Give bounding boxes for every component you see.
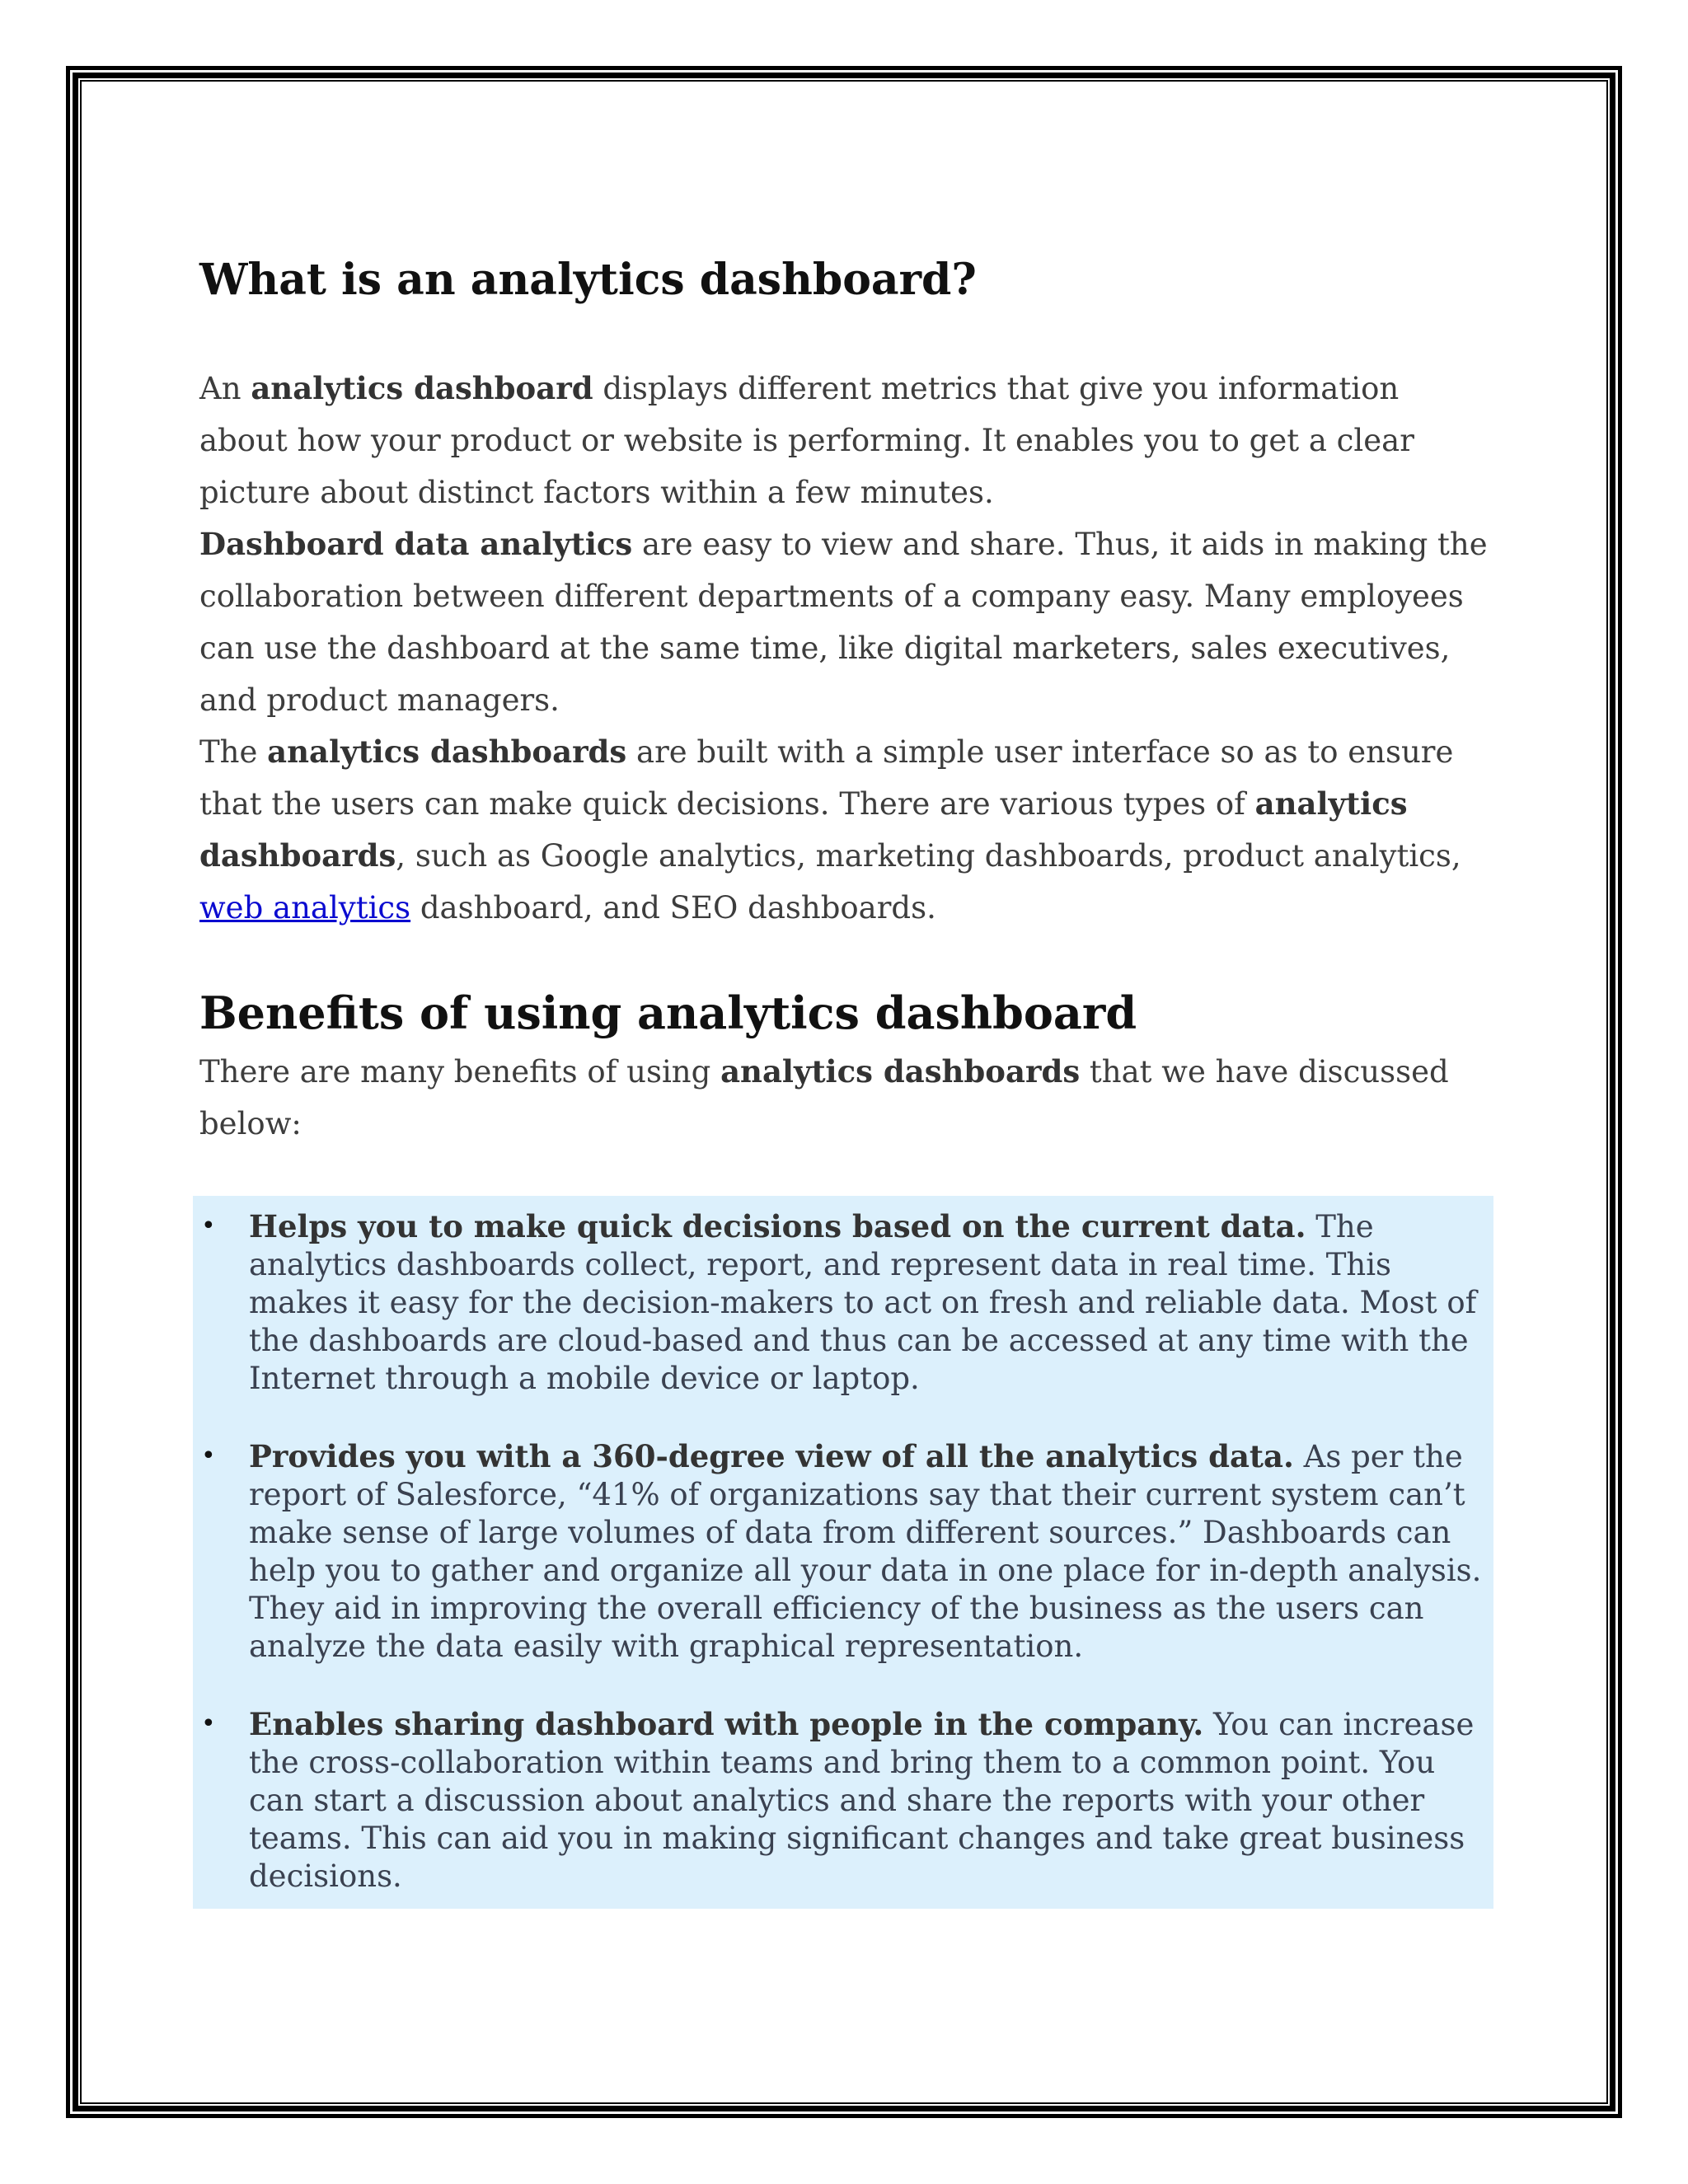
- document-content: [199, 247, 1493, 1909]
- bold-term: analytics dashboard: [251, 370, 593, 406]
- list-item-title: Helps you to make quick decisions based on the current data.: [249, 1208, 1306, 1244]
- bullet-icon: •: [201, 1441, 216, 1470]
- bold-term: analytics dashboards: [267, 733, 627, 770]
- intro-paragraph-1: An analytics dashboard displays different metrics that give you information about how your product or website is performing. It enables you to get a clear picture about distinct factors within a few minutes.: [199, 370, 1414, 510]
- intro-paragraph-2: Dashboard data analytics are easy to view and share. Thus, it aids in making the collaboration between different departments of a company easy. Many employees can use the dashboard at the same time, like digital marketers, sales executives, and product managers.: [199, 526, 1488, 718]
- benefits-list: [193, 1207, 1493, 1896]
- list-item: [193, 1437, 1493, 1666]
- list-item-title: Enables sharing dashboard with people in the company.: [249, 1706, 1204, 1742]
- list-item-text: You can increase the cross-collaboration within teams and bring them to a common point. You can start a discussion about analytics and share the reports with your other teams. This can aid you in making significant changes and take great business decisions.: [249, 1707, 1475, 1894]
- bullet-icon: •: [201, 1212, 216, 1240]
- list-item-title: Provides you with a 360-degree view of all the analytics data.: [249, 1438, 1294, 1474]
- bold-term: analytics dashboards: [199, 785, 1408, 874]
- web-analytics-link[interactable]: web analytics: [199, 890, 411, 926]
- benefits-highlight-box: [193, 1196, 1493, 1909]
- bold-term: analytics dashboards: [720, 1053, 1081, 1090]
- intro-section: [199, 363, 1493, 934]
- bold-term: Dashboard data analytics: [199, 526, 633, 562]
- bullet-icon: •: [201, 1709, 216, 1738]
- list-item-text: As per the report of Salesforce, “41% of organizations say that their current system can’t make sense of large volumes of data from different sources.” Dashboards can help you to gather and organize all your data in one place for in-depth analysis. They aid in improving the overall efficiency of the business as the users can analyze the data easily with graphical representation.: [249, 1439, 1482, 1664]
- section-heading-benefits: Benefits of using analytics dashboard: [199, 987, 1137, 1039]
- list-item: [193, 1207, 1493, 1398]
- section-heading-what-is: What is an analytics dashboard?: [199, 255, 977, 305]
- list-item-text: The analytics dashboards collect, report, and represent data in real time. This makes it easy for the decision-makers to act on fresh and reliable data. Most of the dashboards are cloud-based and thus can be accessed at any time with the Internet through a mobile device or laptop.: [249, 1209, 1477, 1396]
- intro-paragraph-3: The analytics dashboards are built with a simple user interface so as to ensure that the users can make quick decisions. There are various types of analytics dashboards, such as Google analytics, marketing dashboards, product analytics, web analytics dashboard, and SEO dashboards.: [199, 733, 1461, 926]
- list-item: [193, 1705, 1493, 1896]
- benefits-lead-paragraph: There are many benefits of using analytics dashboards that we have discussed below:: [199, 1053, 1449, 1141]
